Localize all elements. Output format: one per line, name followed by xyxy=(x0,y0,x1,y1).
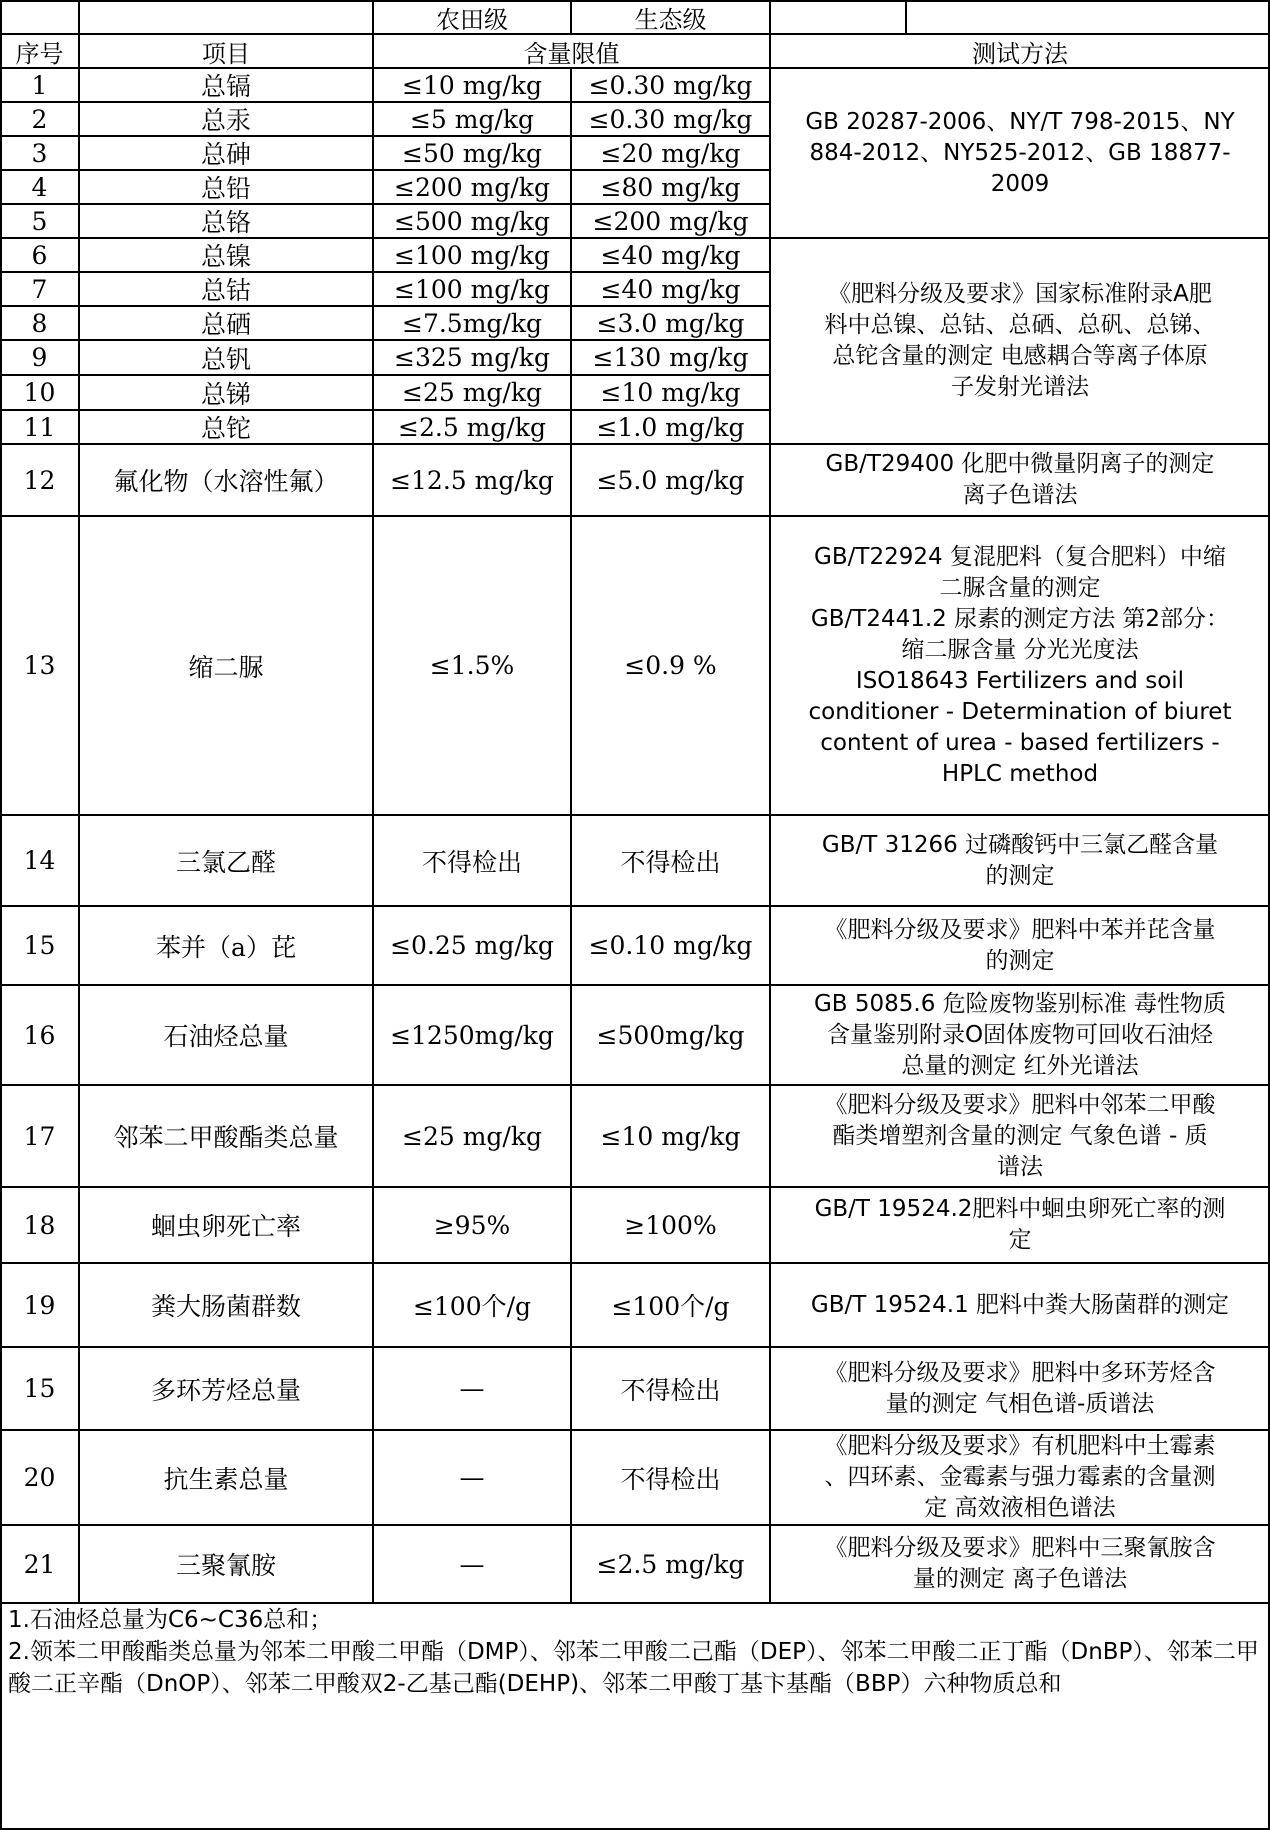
row-farmland-limit: 不得检出 xyxy=(421,847,522,877)
row-farmland-limit: — xyxy=(459,1549,485,1579)
header-item: 项目 xyxy=(202,39,250,68)
row-number: 8 xyxy=(31,308,48,338)
row-item: 苯并（a）芘 xyxy=(156,932,296,962)
row-test-method: 《肥料分级及要求》有机肥料中土霉素 、四环素、金霉素与强力霉素的含量测 定 高效液相色谱法 xyxy=(824,1433,1216,1521)
row-test-method: 《肥料分级及要求》肥料中三聚氰胺含 量的测定 离子色谱法 xyxy=(824,1535,1216,1592)
row-item: 总钴 xyxy=(200,276,251,305)
row-farmland-limit: ≤0.25 mg/kg xyxy=(390,931,554,960)
row-farmland-limit: ≤100 mg/kg xyxy=(394,240,550,270)
row-farmland-limit: ≤10 mg/kg xyxy=(402,70,542,100)
row-test-method: 《肥料分级及要求》肥料中多环芳烃含 量的测定 气相色谱-质谱法 xyxy=(824,1359,1216,1417)
row-number: 1 xyxy=(31,70,48,100)
row-test-method: GB/T 19524.2肥料中蛔虫卵死亡率的测 定 xyxy=(814,1196,1226,1253)
row-eco-limit: ≤80 mg/kg xyxy=(600,172,741,202)
row-test-method: 《肥料分级及要求》国家标准附录A肥 料中总镍、总钴、总硒、总矾、总锑、 总铊含量的测定 电感耦合等离子体原 子发射光谱法 xyxy=(824,281,1216,400)
row-item: 总锑 xyxy=(200,379,251,409)
row-eco-limit: ≤0.30 mg/kg xyxy=(588,70,753,100)
row-number: 21 xyxy=(23,1549,56,1579)
row-number: 2 xyxy=(31,104,48,134)
row-item: 多环芳烃总量 xyxy=(150,1375,301,1405)
row-item: 邻苯二甲酸酯类总量 xyxy=(113,1123,339,1152)
row-test-method: GB 5085.6 危险废物鉴别标准 毒性物质 含量鉴别附录O固体废物可回收石油烃 总量的测定 红外光谱法 xyxy=(813,990,1226,1079)
row-eco-limit: ≤40 mg/kg xyxy=(600,240,741,270)
row-farmland-limit: ≥95% xyxy=(433,1210,511,1240)
header-method: 测试方法 xyxy=(972,39,1068,68)
row-farmland-limit: ≤100 mg/kg xyxy=(394,274,550,304)
row-test-method: GB/T 31266 过磷酸钙中三氯乙醛含量 的测定 xyxy=(821,831,1219,889)
row-test-method: GB/T22924 复混肥料（复合肥料）中缩 二脲含量的测定 GB/T2441.2 尿素的测定方法 第2部分： 缩二脲含量 分光光度法 ISO18643 Fertilizers and soil conditioner - Determination of biuret content of urea - based fertilizers - HPLC method xyxy=(808,543,1232,787)
row-farmland-limit: — xyxy=(459,1374,485,1403)
row-eco-limit: ≤20 mg/kg xyxy=(600,138,741,168)
row-item: 总硒 xyxy=(200,310,251,339)
row-eco-limit: ≤10 mg/kg xyxy=(600,378,741,407)
row-number: 10 xyxy=(23,378,56,407)
row-number: 14 xyxy=(23,846,56,875)
row-farmland-limit: ≤5 mg/kg xyxy=(409,104,535,134)
row-eco-limit: ≤200 mg/kg xyxy=(592,206,749,236)
row-number: 20 xyxy=(23,1463,56,1492)
row-number: 4 xyxy=(31,172,48,202)
row-number: 6 xyxy=(31,240,48,270)
row-farmland-limit: ≤325 mg/kg xyxy=(394,343,550,372)
row-test-method: 《肥料分级及要求》肥料中邻苯二甲酸 酯类增塑剂含量的测定 气象色谱 - 质 谱法 xyxy=(824,1091,1216,1180)
row-item: 抗生素总量 xyxy=(163,1464,289,1494)
row-eco-limit: ≤0.10 mg/kg xyxy=(588,931,753,960)
row-item: 石油烃总量 xyxy=(163,1022,289,1051)
row-number: 5 xyxy=(31,206,48,236)
row-eco-limit: ≤2.5 mg/kg xyxy=(596,1549,745,1579)
row-eco-limit: 不得检出 xyxy=(620,1464,721,1494)
row-item: 总汞 xyxy=(200,106,251,135)
row-eco-limit: ≤10 mg/kg xyxy=(600,1121,741,1151)
row-number: 11 xyxy=(23,412,56,442)
row-item: 总铅 xyxy=(200,174,251,203)
row-item: 总镍 xyxy=(200,242,251,271)
row-number: 9 xyxy=(31,343,48,372)
row-number: 15 xyxy=(23,1374,56,1403)
row-farmland-limit: ≤7.5mg/kg xyxy=(402,308,542,338)
row-farmland-limit: — xyxy=(459,1463,485,1492)
row-item: 总钒 xyxy=(200,344,251,374)
row-item: 缩二脲 xyxy=(188,652,264,682)
header-eco-grade: 生态级 xyxy=(634,5,707,34)
row-number: 19 xyxy=(23,1290,56,1320)
header-farmland-grade: 农田级 xyxy=(436,5,508,34)
header-no: 序号 xyxy=(15,39,64,68)
row-test-method: GB/T 19524.1 肥料中粪大肠菌群的测定 xyxy=(810,1291,1230,1318)
row-item: 总铊 xyxy=(200,414,251,443)
row-number: 12 xyxy=(23,465,56,495)
row-number: 7 xyxy=(31,274,48,304)
row-eco-limit: ≤3.0 mg/kg xyxy=(596,308,745,338)
row-item: 三氯乙醛 xyxy=(175,847,276,877)
row-farmland-limit: ≤1.5% xyxy=(429,651,515,680)
row-number: 16 xyxy=(23,1020,56,1050)
row-farmland-limit: ≤500 mg/kg xyxy=(394,206,550,236)
row-number: 15 xyxy=(23,931,56,960)
row-eco-limit: ≤5.0 mg/kg xyxy=(596,465,745,495)
row-eco-limit: ≥100% xyxy=(624,1210,717,1240)
row-number: 18 xyxy=(23,1210,56,1240)
row-farmland-limit: ≤2.5 mg/kg xyxy=(398,412,546,442)
row-eco-limit: ≤40 mg/kg xyxy=(600,274,741,304)
row-farmland-limit: ≤100个/g xyxy=(412,1292,532,1321)
row-eco-limit: ≤1.0 mg/kg xyxy=(596,412,745,442)
row-eco-limit: 不得检出 xyxy=(620,847,721,877)
row-item: 粪大肠菌群数 xyxy=(150,1292,301,1321)
row-number: 3 xyxy=(31,138,48,168)
row-item: 蛔虫卵死亡率 xyxy=(150,1212,301,1241)
row-eco-limit: ≤500mg/kg xyxy=(596,1020,745,1050)
row-eco-limit: 不得检出 xyxy=(620,1375,721,1405)
row-test-method: GB/T29400 化肥中微量阴离子的测定 离子色谱法 xyxy=(825,451,1215,508)
row-item: 总砷 xyxy=(200,140,251,169)
row-eco-limit: ≤100个/g xyxy=(611,1292,730,1321)
row-farmland-limit: ≤12.5 mg/kg xyxy=(390,465,554,495)
row-eco-limit: ≤0.9 % xyxy=(624,651,717,680)
row-item: 氟化物（水溶性氟） xyxy=(113,467,339,496)
row-test-method: 《肥料分级及要求》肥料中苯并芘含量 的测定 xyxy=(824,916,1216,974)
row-test-method: GB 20287-2006、NY/T 798-2015、NY 884-2012、NY525-2012、GB 18877- 2009 xyxy=(805,108,1235,197)
row-item: 三聚氰胺 xyxy=(175,1551,276,1580)
row-farmland-limit: ≤50 mg/kg xyxy=(402,138,542,168)
row-farmland-limit: ≤200 mg/kg xyxy=(394,172,550,202)
footnote-2: 2.领苯二甲酸酯类总量为邻苯二甲酸二甲酯（DMP）、邻苯二甲酸二己酯（DEP）、邻苯二甲酸二正丁酯（DnBP）、邻苯二甲酸二正辛酯（DnOP）、邻苯二甲酸双2-乙基己酯(DEHP)、邻苯二甲酸丁基卞基酯（BBP）六种物质总和 xyxy=(8,1639,1259,1697)
row-eco-limit: ≤130 mg/kg xyxy=(592,343,749,372)
row-eco-limit: ≤0.30 mg/kg xyxy=(588,104,753,134)
row-item: 总镉 xyxy=(200,72,251,101)
row-item: 总铬 xyxy=(200,208,251,237)
row-number: 13 xyxy=(23,651,56,680)
header-limit: 含量限值 xyxy=(523,39,620,68)
row-farmland-limit: ≤25 mg/kg xyxy=(402,1121,542,1151)
row-number: 17 xyxy=(23,1121,56,1151)
row-farmland-limit: ≤1250mg/kg xyxy=(390,1020,554,1050)
table-footnotes xyxy=(8,1604,1262,1700)
row-farmland-limit: ≤25 mg/kg xyxy=(402,378,542,407)
footnote-1: 1.石油烃总量为C6~C36总和； xyxy=(8,1607,333,1633)
